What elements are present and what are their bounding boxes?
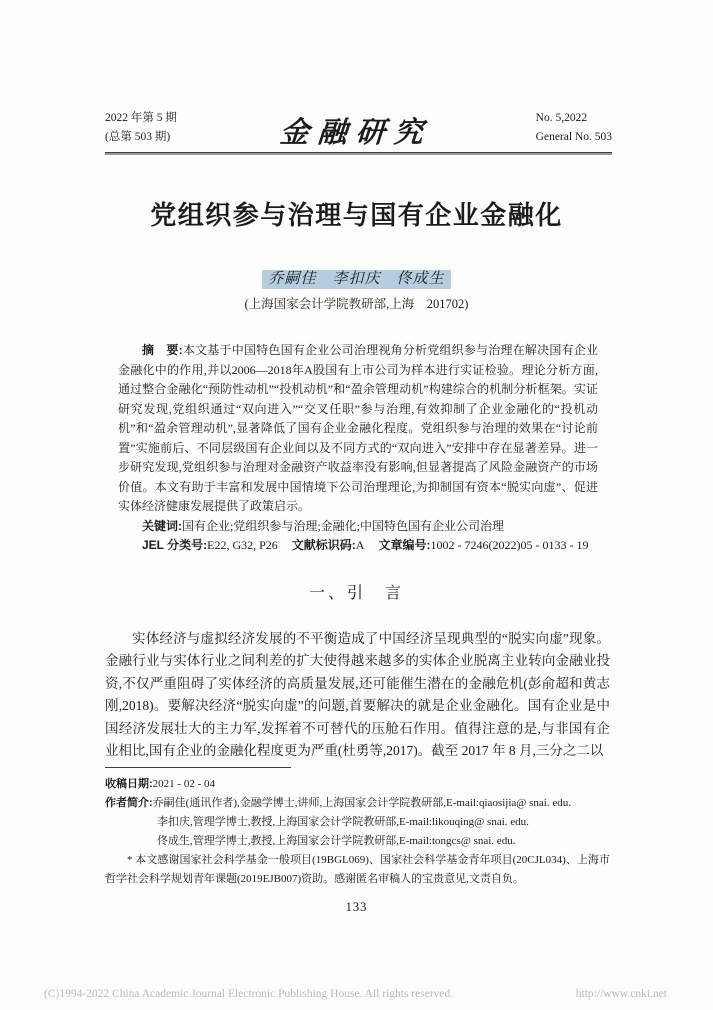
keywords-label: 关键词: — [142, 518, 182, 533]
footnote-separator — [105, 767, 291, 768]
affiliation: (上海国家会计学院教研部,上海 201702) — [244, 297, 469, 311]
journal-logo: 金融研究 — [278, 117, 434, 149]
issue-line-1: 2022 年第 5 期 — [105, 112, 177, 124]
doc-code-value: A — [355, 538, 365, 552]
received-date-line — [105, 775, 610, 794]
abstract-text: 本文基于中国特色国有企业公司治理视角分析党组织参与治理在解决国有企业金融化中的作用,并以2006—2018年A股国有上市公司为样本进行实证检验。理论分析方面,通过整合金融化“预防性动机”“投机动机”和“盈余管理动机”构建综合的机制分析框架。实证研究发现,党组织通过“双向进入”“交叉任职”参与治理,有效抑制了企业金融化的“投机动机”和“盈余管理动机”,显著降低了国有企业金融化程度。党组织参与治理的效果在“讨论前置”实施前后、不同层级国有企业间以及不同方式的“双向进入”安排中存在显著差异。进一步研究发现,党组织参与治理对金融资产收益率没有影响,但显著提高了风险金融资产的市场价值。本文有助于丰富和发展中国情境下公司治理理论,为抑制国有资本“脱实向虚”、促进实体经济健康发展提供了政策启示。 — [118, 343, 598, 513]
doc-code-label: 文献标识码: — [291, 538, 356, 552]
keywords-text: 国有企业;党组织参与治理;金融化;中国特色国有企业公司治理 — [182, 518, 505, 533]
keywords-line — [118, 517, 598, 537]
author-bio-line-2 — [105, 813, 610, 832]
journal-header — [105, 106, 612, 147]
number-info — [536, 109, 612, 147]
jel-class-value: E22, G32, P26 — [207, 538, 278, 552]
acknowledgement: * 本文感谢国家社会科学基金一般项目(19BGL069)、国家社会科学基金青年项目(20CJL034)、上海市哲学社会科学规划青年课题(2019EJB007)资助。感谢匿名审稿人的宝贵意见,文责自负。 — [105, 854, 610, 886]
issue-info — [105, 109, 177, 147]
authors-highlight: 乔嗣佳 李扣庆 佟成生 — [262, 270, 450, 289]
article-title: 党组织参与治理与国有企业金融化 — [150, 201, 563, 230]
abstract-label: 摘 要: — [142, 343, 183, 357]
author-bio-label: 作者简介: — [105, 797, 153, 810]
header-rule — [105, 152, 612, 155]
jel-line — [118, 536, 598, 556]
author-bio-text-2: 李扣庆,管理学博士,教授,上海国家会计学院教研部,E-mail:likouqing@ snai. edu. — [157, 816, 529, 829]
received-date-label: 收稿日期: — [105, 778, 153, 791]
article-no-value: 1002 - 7246(2022)05 - 0133 - 19 — [430, 538, 589, 552]
author-bio-text-1: 乔嗣佳(通讯作者),金融学博士,讲师,上海国家会计学院教研部,E-mail:qiaosijia@ snai. edu. — [152, 797, 571, 810]
watermark-footer — [44, 988, 667, 1000]
author-bio-line-3 — [105, 832, 610, 851]
abstract-paragraph — [118, 341, 598, 517]
number-line-2: General No. 503 — [535, 131, 612, 143]
issue-line-2: (总第 503 期) — [105, 131, 171, 143]
article-no-label: 文章编号: — [378, 538, 431, 552]
jel-class-label: JEL 分类号: — [142, 538, 208, 552]
received-date-value: 2021 - 02 - 04 — [152, 778, 215, 791]
footnote-block — [105, 767, 610, 889]
footer-url: http://www.cnki.net — [575, 988, 667, 1000]
author-bio-line-1 — [105, 794, 610, 813]
abstract-block — [118, 341, 598, 556]
authors-line — [0, 267, 713, 288]
footer-copyright: (C)1994-2022 China Academic Journal Electronic Publishing House. All rights reserved. — [44, 988, 454, 1000]
author-bio-text-3: 佟成生,管理学博士,教授,上海国家会计学院教研部,E-mail:tongcs@ snai. edu. — [157, 835, 516, 848]
number-line-1: No. 5,2022 — [535, 112, 588, 124]
body-paragraph: 实体经济与虚拟经济发展的不平衡造成了中国经济呈现典型的“脱实向虚”现象。金融行业与实体行业之间利差的扩大使得越来越多的实体企业脱离主业转向金融业投资,不仅严重阻碍了实体经济的高质量发展,还可能催生潜在的金融危机(彭俞超和黄志刚,2018)。要解决经济“脱实向虚”的问题,首要解决的就是企业金融化。国有企业是中国经济发展壮大的主力军,发挥着不可替代的压舱石作用。值得注意的是,与非国有企业相比,国有企业的金融化程度更为严重(杜勇等,2017)。截至 2017 年 8 月,三分之二以 — [105, 630, 610, 759]
page-number: 133 — [345, 900, 368, 915]
section-heading: 一、引 言 — [308, 584, 404, 602]
